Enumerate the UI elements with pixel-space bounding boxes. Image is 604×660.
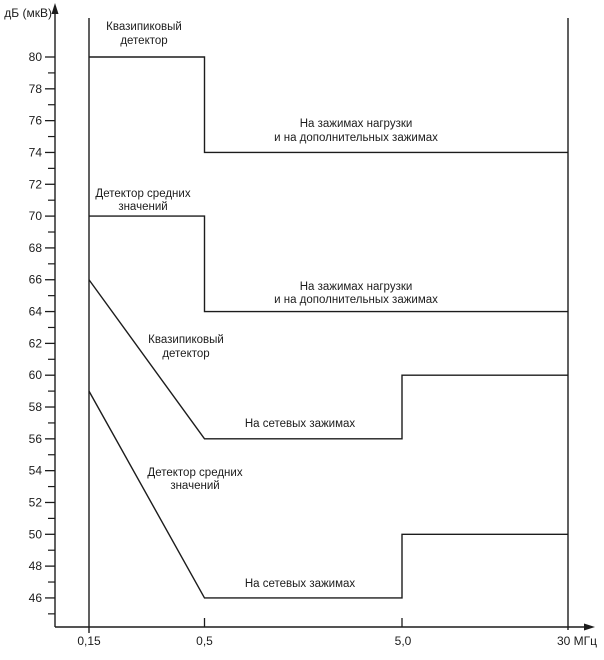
annotation-qp-mains-label-line2: детектор	[162, 348, 210, 360]
x-tick-label: 0,15	[77, 634, 101, 648]
y-tick-label: 58	[28, 400, 42, 415]
y-tick-label: 78	[28, 81, 42, 96]
y-axis-arrow	[52, 3, 59, 14]
annotation-avg-mains-label-line2: значений	[170, 480, 220, 492]
y-tick-label: 62	[28, 336, 42, 351]
annotation-qp-load-label-line1: Квазипиковый	[106, 21, 182, 33]
annotation-load-terminals-label-1-line1: На зажимах нагрузки	[299, 118, 413, 130]
x-axis-arrow	[584, 624, 595, 631]
y-tick-label: 54	[28, 463, 42, 478]
annotation-avg-load-label-line2: значений	[118, 201, 168, 213]
y-tick-label: 56	[28, 431, 42, 446]
annotation-load-terminals-label-1-line2: и на дополнительных зажимах	[274, 132, 438, 144]
annotation-qp-load-label-line2: детектор	[120, 35, 168, 47]
y-tick-label: 72	[28, 177, 42, 192]
y-tick-label: 52	[28, 495, 42, 510]
y-tick-label: 64	[28, 304, 42, 319]
y-tick-label: 50	[28, 527, 42, 542]
y-tick-label: 70	[28, 209, 42, 224]
annotation-avg-load-label-line1: Детектор средних	[95, 188, 191, 200]
y-tick-label: 66	[28, 272, 42, 287]
y-tick-label: 74	[28, 145, 42, 160]
annotation-mains-terminals-label-1-line1: На сетевых зажимах	[244, 418, 356, 430]
x-tick-label: 0,5	[196, 634, 213, 648]
y-tick-label: 76	[28, 113, 42, 128]
annotation-avg-mains-label-line1: Детектор средних	[147, 467, 243, 479]
y-tick-label: 48	[28, 559, 42, 574]
y-tick-label: 68	[28, 240, 42, 255]
y-axis-label: дБ (мкВ)	[4, 6, 52, 20]
annotation-load-terminals-label-2-line2: и на дополнительных зажимах	[274, 294, 438, 306]
y-tick-label: 46	[28, 590, 42, 605]
y-tick-label: 80	[28, 50, 42, 64]
annotation-mains-terminals-label-2-line1: На сетевых зажимах	[244, 578, 356, 590]
x-tick-label: 5,0	[394, 634, 412, 648]
annotation-load-terminals-label-2-line1: На зажимах нагрузки	[299, 281, 413, 293]
x-tick-label: 30 МГц	[556, 634, 598, 648]
annotation-qp-mains-label-line1: Квазипиковый	[148, 334, 224, 346]
y-tick-label: 60	[28, 368, 42, 383]
